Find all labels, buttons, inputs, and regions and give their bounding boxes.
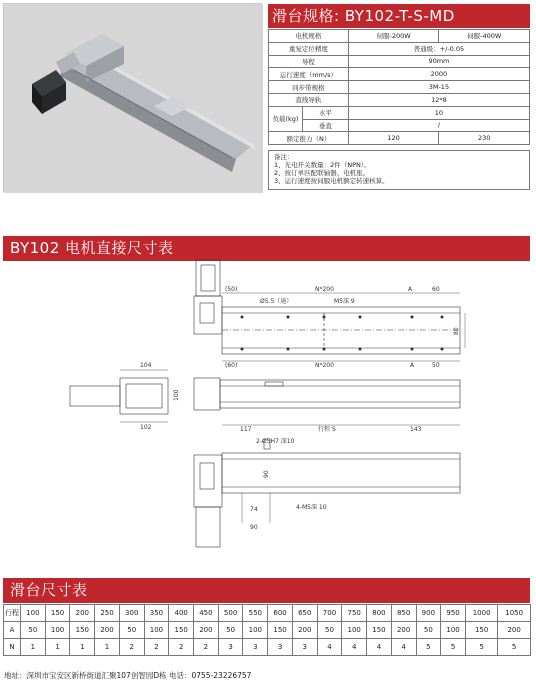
spec-table	[268, 29, 530, 145]
table-cell: 200	[95, 622, 120, 639]
table-cell: 150	[70, 622, 95, 639]
body-top	[222, 307, 460, 354]
bottom-view	[194, 425, 460, 547]
dims-table	[3, 604, 531, 656]
spec-value: 90mm	[348, 55, 529, 68]
spec-value: /	[348, 119, 529, 132]
table-cell: 150	[367, 622, 392, 639]
table-cell: 350	[144, 605, 169, 622]
table-row	[4, 639, 531, 656]
spec-row-rail	[269, 93, 530, 106]
table-cell: 950	[441, 605, 466, 622]
spec-value: 120	[348, 132, 439, 145]
table-cell: 300	[119, 605, 144, 622]
motor-flange-top	[194, 296, 222, 334]
table-cell: 400	[169, 605, 194, 622]
motor-top	[196, 260, 220, 296]
table-cell: 100	[45, 622, 70, 639]
spec-row-thrust	[269, 132, 530, 145]
table-cell: 5	[416, 639, 441, 656]
table-cell: 3	[243, 639, 268, 656]
table-cell: 550	[243, 605, 268, 622]
dim-label: 4-M5深 10	[296, 504, 327, 511]
table-cell: 700	[317, 605, 342, 622]
notes-box	[268, 150, 530, 190]
top-view-labels	[225, 286, 460, 369]
table-cell: 750	[342, 605, 367, 622]
table-cell: 50	[21, 622, 46, 639]
dims-section-title: 滑台尺寸表	[10, 581, 88, 599]
dim-label: A	[408, 286, 413, 293]
table-cell: 3	[218, 639, 243, 656]
spec-label: 电机规格	[269, 30, 349, 43]
table-cell: 100	[342, 622, 367, 639]
table-cell: 150	[45, 605, 70, 622]
motor-bottom	[196, 507, 220, 547]
dim-label: A	[410, 362, 415, 369]
top-view	[194, 260, 465, 361]
table-cell: 4	[342, 639, 367, 656]
dim-label: (60)	[225, 362, 238, 369]
table-cell: 2	[144, 639, 169, 656]
spec-sublabel: 垂直	[302, 119, 348, 132]
dim-label: 90	[250, 524, 258, 531]
dims-section-bar	[3, 578, 530, 603]
row-header: A	[4, 622, 21, 639]
spec-label: 导程	[269, 55, 349, 68]
body-side	[220, 380, 460, 408]
table-cell: 50	[317, 622, 342, 639]
spec-value: 10	[348, 106, 529, 119]
dimension-drawing	[60, 253, 470, 558]
table-cell: 200	[292, 622, 317, 639]
table-cell: 3	[268, 639, 293, 656]
table-row	[4, 622, 531, 639]
table-cell: 50	[416, 622, 441, 639]
table-cell: 5	[498, 639, 531, 656]
note-line: 3、运行速度按伺服电机额定转速核算。	[274, 177, 389, 185]
table-cell: 650	[292, 605, 317, 622]
table-cell: 1	[45, 639, 70, 656]
note-line: 1、光电开关数量：2件（NPN）。	[274, 161, 371, 169]
table-cell: 2	[194, 639, 219, 656]
spec-label: 直线导轨	[269, 93, 349, 106]
motor-side	[70, 386, 120, 406]
spec-value: 普通级：+/-0.05	[348, 42, 529, 55]
table-cell: 3	[292, 639, 317, 656]
dim-label: 143	[410, 426, 422, 433]
table-cell: 4	[367, 639, 392, 656]
table-cell: 4	[317, 639, 342, 656]
table-cell: 100	[243, 622, 268, 639]
spec-title: 滑台规格: BY102-T-S-MD	[272, 7, 455, 25]
table-cell: 100	[441, 622, 466, 639]
dim-label: 2-Ø5H7 深10	[256, 438, 295, 445]
spec-row-load-v	[269, 119, 530, 132]
table-cell: 800	[367, 605, 392, 622]
table-cell: 5	[441, 639, 466, 656]
spec-label: 重复定位精度	[269, 42, 349, 55]
spec-row-speed	[269, 68, 530, 81]
table-cell: 450	[194, 605, 219, 622]
spec-value: 伺服-400W	[439, 30, 530, 43]
table-cell: 1000	[465, 605, 497, 622]
dim-label: (50)	[225, 286, 238, 293]
table-cell: 150	[268, 622, 293, 639]
linear-module-render	[4, 4, 263, 193]
dim-label: 80	[453, 327, 460, 335]
dim-label: 100	[173, 389, 180, 401]
table-cell: 1	[95, 639, 120, 656]
table-cell: 250	[95, 605, 120, 622]
table-cell: 50	[119, 622, 144, 639]
table-cell: 200	[391, 622, 416, 639]
end-block-side	[194, 378, 220, 410]
flange-side	[120, 378, 168, 414]
table-cell: 50	[218, 622, 243, 639]
row-header: 行程	[4, 605, 21, 622]
table-cell: 850	[391, 605, 416, 622]
bottom-view-labels	[240, 425, 422, 531]
table-cell: 100	[21, 605, 46, 622]
table-cell: 100	[144, 622, 169, 639]
row-header: N	[4, 639, 21, 656]
table-cell: 1	[70, 639, 95, 656]
spec-label: 运行速度（mm/s）	[269, 68, 349, 81]
spec-value: 2000	[348, 68, 529, 81]
spec-value: 3M-15	[348, 81, 529, 94]
spec-row-lead	[269, 55, 530, 68]
spec-row-load-h	[269, 106, 530, 119]
table-cell: 200	[194, 622, 219, 639]
table-cell: 2	[169, 639, 194, 656]
spec-value: 12*8	[348, 93, 529, 106]
table-cell: 1	[21, 639, 46, 656]
side-view	[70, 370, 460, 422]
spec-row-belt	[269, 81, 530, 94]
spec-value: 伺服-200W	[348, 30, 439, 43]
footer-address: 地址：深圳市宝安区新桥街道汇聚107创智园D栋 电话：0755-23226757	[4, 671, 252, 680]
product-photo	[3, 3, 262, 192]
notes-title: 备注：	[274, 153, 294, 161]
dim-label: 102	[140, 424, 152, 431]
table-cell: 2	[119, 639, 144, 656]
dim-label: 50	[432, 362, 440, 369]
dim-label: N*200	[315, 362, 334, 369]
table-cell: 150	[169, 622, 194, 639]
spec-label: 负载(kg)	[269, 106, 303, 132]
table-cell: 900	[416, 605, 441, 622]
spec-value: 230	[439, 132, 530, 145]
dim-label: 104	[140, 362, 152, 369]
side-view-labels	[140, 362, 180, 431]
dim-label: 74	[250, 506, 258, 513]
spec-sublabel: 水平	[302, 106, 348, 119]
table-cell: 4	[391, 639, 416, 656]
table-cell: 200	[498, 622, 531, 639]
table-cell: 5	[465, 639, 497, 656]
spec-row-repeat	[269, 42, 530, 55]
dim-label: M5深 9	[334, 298, 355, 305]
table-cell: 500	[218, 605, 243, 622]
table-row	[4, 605, 531, 622]
spec-label: 额定推力（N）	[269, 132, 349, 145]
spec-row-motor	[269, 30, 530, 43]
dim-label: 117	[240, 426, 252, 433]
drawing-section-title: BY102 电机直接尺寸表	[10, 239, 174, 257]
dim-label: 90	[263, 470, 270, 478]
table-cell: 150	[465, 622, 497, 639]
dim-label: 行程 S	[318, 426, 336, 433]
dim-label: 60	[432, 286, 440, 293]
spec-title-bar	[268, 4, 530, 28]
spec-label: 同步带规格	[269, 81, 349, 94]
dim-label: Ø5.5（通）	[260, 298, 293, 305]
note-line: 2、按订单匹配联轴器、电机座。	[274, 169, 370, 177]
table-cell: 200	[70, 605, 95, 622]
dim-label: N*200	[315, 286, 334, 293]
table-cell: 600	[268, 605, 293, 622]
table-cell: 1050	[498, 605, 531, 622]
